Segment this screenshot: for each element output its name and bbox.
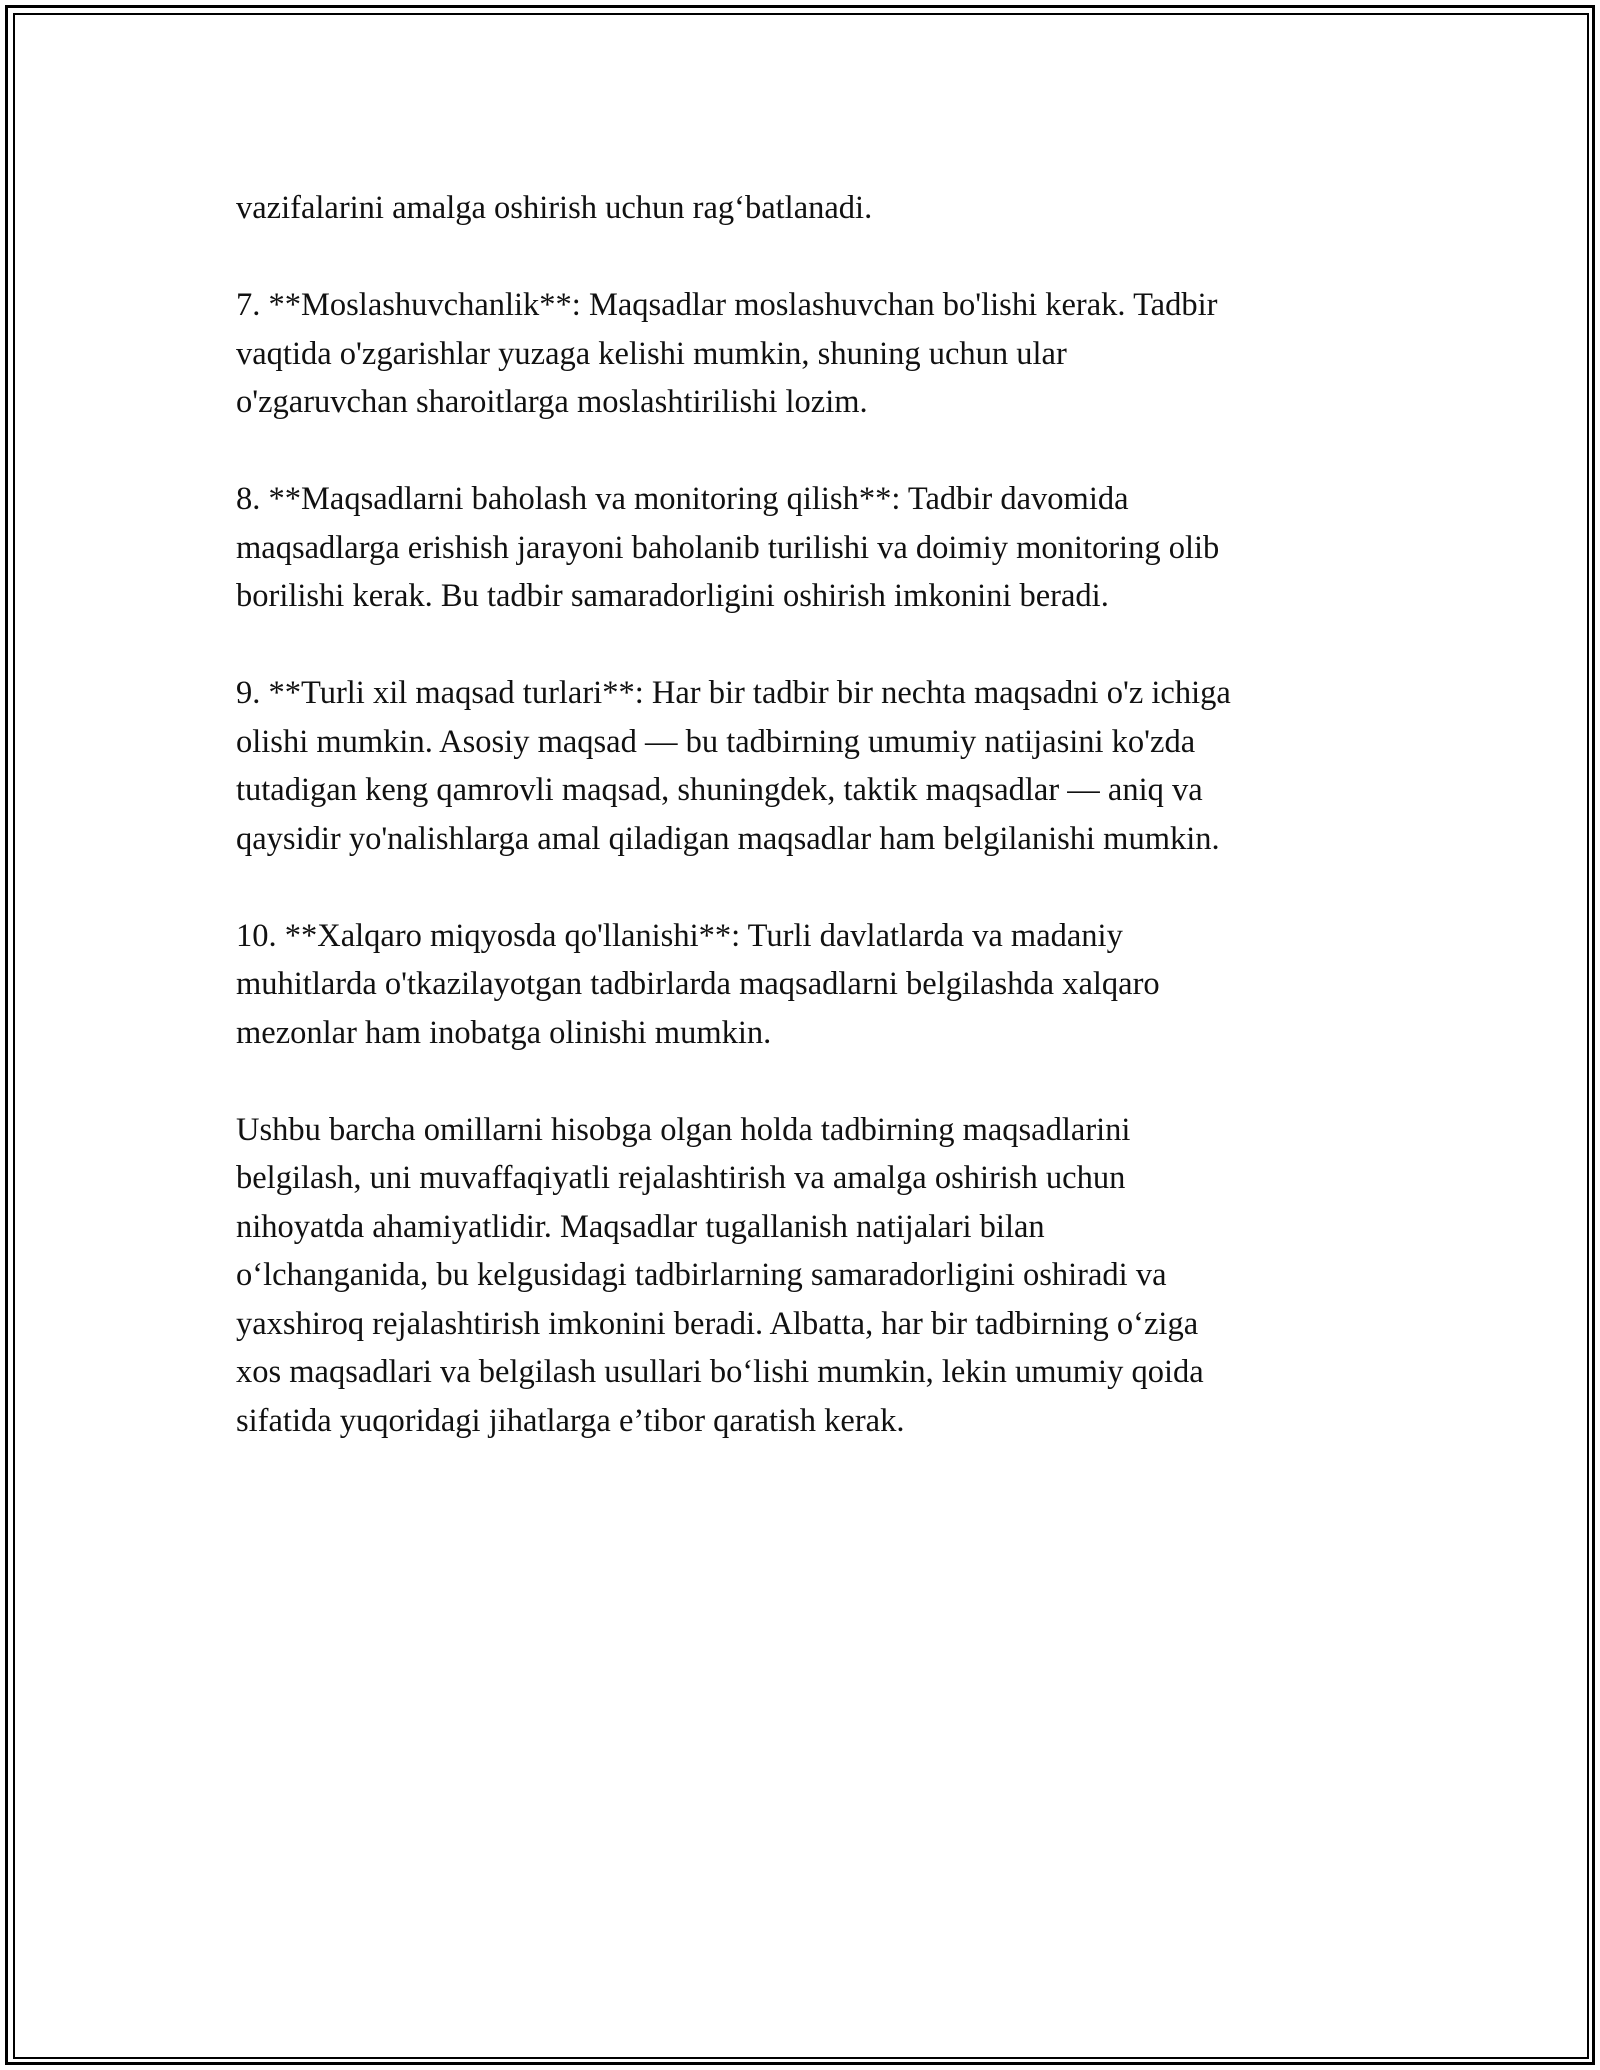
paragraph-item-9: 9. **Turli xil maqsad turlari**: Har bir tadbir bir nechta maqsadni o'z ichiga olishi mumkin. Asosiy maqsad — bu tadbirning umumiy natijasini ko'zda tutadigan keng qamrovli maqsad, shuningdek, taktik maqsadlar — aniq va qaysidir yo'nalishlarga amal qiladigan maqsadlar ham belgilanishi mumkin.	[236, 675, 1231, 857]
paragraph-conclusion: Ushbu barcha omillarni hisobga olgan holda tadbirning maqsadlarini belgilash, uni muvaffaqiyatli rejalashtirish va amalga oshirish uchun nihoyatda ahamiyatlidir. Maqsadlar tugallanish natijalari bilan o‘lchanganida, bu kelgusidagi tadbirlarning samaradorligini oshiradi va yaxshiroq rejalashtirish imkonini beradi. Albatta, har bir tadbirning o‘ziga xos maqsadlari va belgilash usullari bo‘lishi mumkin, lekin umumiy qoida sifatida yuqoridagi jihatlarga e’tibor qaratish kerak.	[236, 1111, 1204, 1439]
paragraph-item-7: 7. **Moslashuvchanlik**: Maqsadlar moslashuvchan bo'lishi kerak. Tadbir vaqtida o'zgarishlar yuzaga kelishi mumkin, shuning uchun ular o'zgaruvchan sharoitlarga moslashtirilishi lozim.	[236, 287, 1218, 420]
document-body	[236, 184, 1376, 1494]
paragraph-item-10: 10. **Xalqaro miqyosda qo'llanishi**: Turli davlatlarda va madaniy muhitlarda o'tkazilayotgan tadbirlarda maqsadlarni belgilashda xalqaro mezonlar ham inobatga olinishi mumkin.	[236, 917, 1160, 1051]
paragraph-item-8: 8. **Maqsadlarni baholash va monitoring qilish**: Tadbir davomida maqsadlarga erishish jarayoni baholanib turilishi va doimiy monitoring olib borilishi kerak. Bu tadbir samaradorligini oshirish imkonini beradi.	[236, 481, 1220, 614]
paragraph-continuation: vazifalarini amalga oshirish uchun rag‘batlanadi.	[236, 190, 873, 226]
